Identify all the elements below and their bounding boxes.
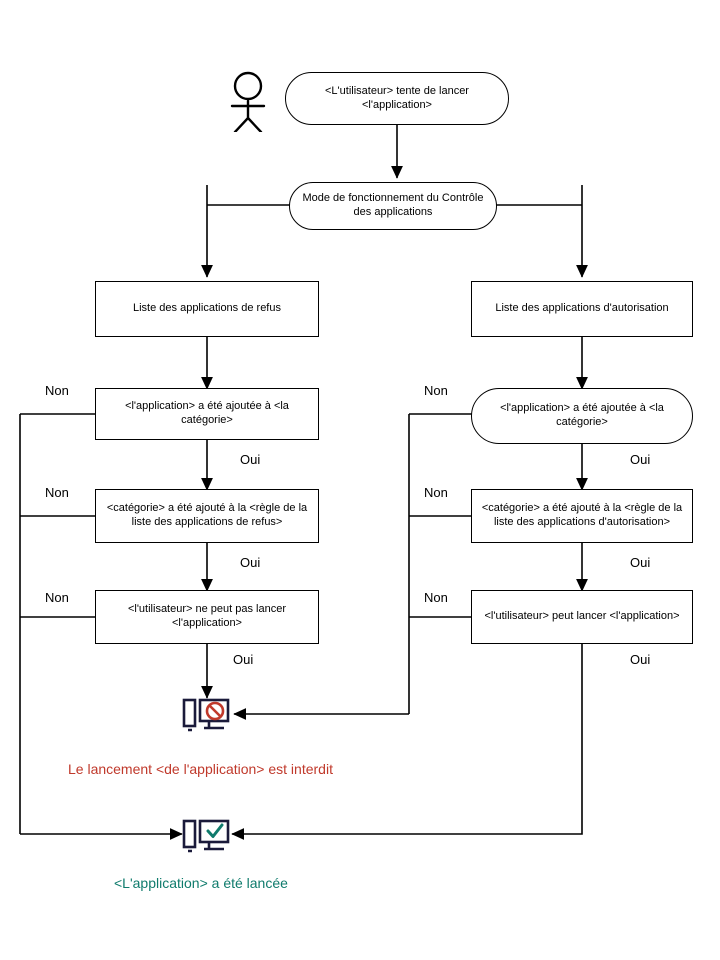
edge-label-allow-no-2: Non	[424, 485, 448, 500]
edge-label-allow-yes-2: Oui	[630, 555, 651, 570]
node-start	[285, 72, 509, 125]
edge-label-deny-yes-2: Oui	[240, 555, 261, 570]
node-allow-category	[471, 489, 693, 543]
node-allow-result	[471, 590, 693, 644]
denied-caption: Le lancement <de l'application> est interdit	[68, 761, 333, 777]
node-allow-added-label: <l'application> a été ajoutée à <la catégorie>	[500, 402, 664, 428]
edge-label-deny-no-2: Non	[45, 485, 69, 500]
allowed-caption: <L'application> a été lancée	[114, 875, 288, 891]
node-deny-result-label: <l'utilisateur> ne peut pas lancer <l'application>	[127, 603, 287, 629]
edge-label-allow-yes-3: Oui	[630, 652, 651, 667]
node-deny-result	[95, 590, 319, 644]
edge-label-allow-yes-1: Oui	[630, 452, 651, 467]
node-deny-category-label: <catégorie> a été ajouté à la <règle de la liste des applications de refus>	[106, 502, 308, 528]
user-icon	[222, 70, 274, 132]
node-mode	[289, 182, 497, 230]
node-allow-result-label: <l'utilisateur> peut lancer <l'application>	[484, 610, 680, 623]
node-allow-list	[471, 281, 693, 337]
node-deny-added-label: <l'application> a été ajoutée à <la catégorie>	[125, 400, 289, 426]
edge-label-deny-no-3: Non	[45, 590, 69, 605]
node-deny-category	[95, 489, 319, 543]
edge-label-deny-yes-1: Oui	[240, 452, 261, 467]
edge-label-allow-no-3: Non	[424, 590, 448, 605]
node-start-label: <L'utilisateur> tente de lancer <l'application>	[325, 84, 469, 111]
node-allow-list-label: Liste des applications d'autorisation	[495, 302, 669, 315]
monitor-check-icon	[182, 818, 232, 858]
edge-label-allow-no-1: Non	[424, 383, 448, 398]
node-deny-list-label: Liste des applications de refus	[133, 302, 281, 315]
node-allow-added	[471, 388, 693, 444]
node-allow-category-label: <catégorie> a été ajouté à la <règle de la liste des applications d'autorisation>	[481, 502, 683, 528]
node-mode-label: Mode de fonctionnement du Contrôle des applications	[302, 192, 484, 218]
node-deny-list	[95, 281, 319, 337]
monitor-blocked-icon	[182, 697, 232, 737]
edge-label-deny-no-1: Non	[45, 383, 69, 398]
edge-label-deny-yes-3: Oui	[233, 652, 254, 667]
node-deny-added	[95, 388, 319, 440]
